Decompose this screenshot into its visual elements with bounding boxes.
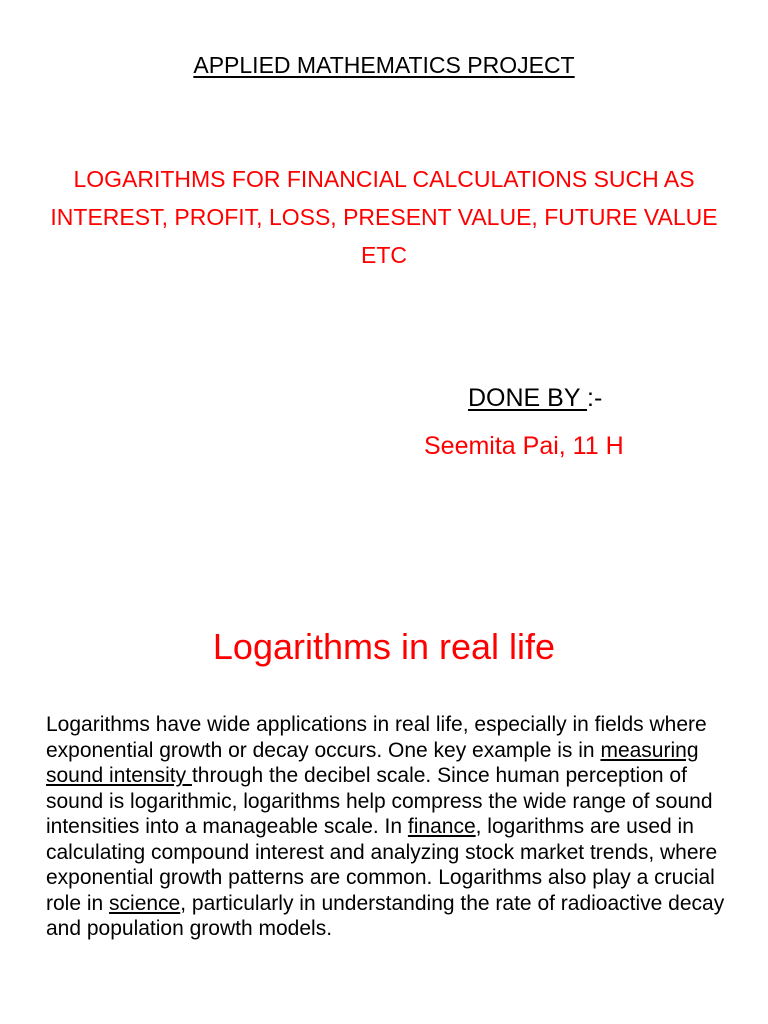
paragraph-part-4: , particularly in understanding the rate of radioactive decay and population growth models. [46,891,725,940]
section-title: Logarithms in real life [212,626,556,667]
project-topic: LOGARITHMS FOR FINANCIAL CALCULATIONS SUCH AS INTEREST, PROFIT, LOSS, PRESENT VALUE, FUTURE VALUE ETC [50,166,718,268]
project-title-text: APPLIED MATHEMATICS PROJECT [193,52,575,78]
done-by-underlined: DONE BY [468,384,588,412]
underlined-science: science [109,891,181,915]
paragraph-part-2: through the decibel scale. Since human perception of sound is logarithmic, logarithms help compress the wide range of sound intensities into a manageable scale. In [46,764,713,838]
underlined-finance: finance [407,815,476,838]
underlined-measuring-sound-intensity: measuring sound intensity [46,738,699,787]
author-name: Seemita Pai, 11 H [424,432,624,460]
paragraph-part-3: , logarithms are used in calculating compound interest and analyzing stock market trends, where exponential growth patterns are common. Logarithms also play a crucial role in [46,815,718,915]
paragraph-part-1: Logarithms have wide applications in real life, especially in fields where exponential growth or decay occurs. One key example is in [46,713,707,762]
body-paragraph [46,712,736,942]
content-slide [0,512,768,1024]
project-title [0,50,768,80]
done-by-label [468,382,602,414]
done-by-suffix: :- [587,384,603,412]
